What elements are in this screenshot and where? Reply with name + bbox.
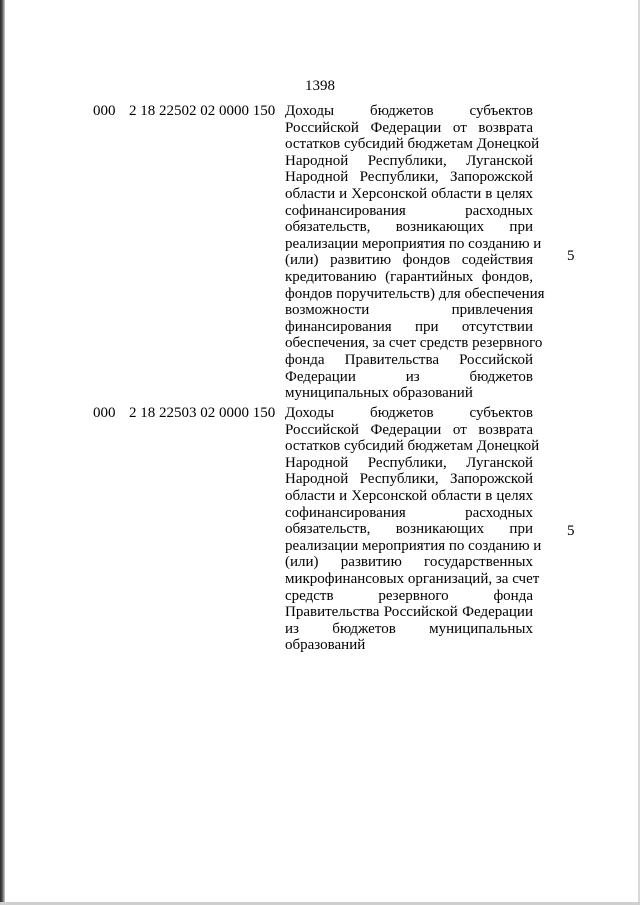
description-line: Федерации из бюджетов — [285, 368, 533, 385]
description-line: Российской Федерации от возврата — [285, 119, 533, 136]
admin-code: 000 — [93, 103, 116, 119]
description-line: остатков субсидий бюджетам Донецкой — [285, 438, 540, 455]
description-line: микрофинансовых организаций, за счет — [285, 570, 540, 587]
income-description — [285, 103, 545, 402]
description-line: Российской Федерации от возврата — [285, 421, 533, 438]
kbk-code: 2 18 22503 02 0000 150 — [129, 405, 276, 421]
description-line: средств резервного фонда — [285, 587, 533, 604]
description-line: софинансирования расходных — [285, 504, 533, 521]
description-line: обязательств, возникающих при — [285, 521, 533, 538]
description-line: реализации мероприятия по созданию и — [285, 235, 542, 252]
page-number: 1398 — [305, 78, 335, 94]
description-line: остатков субсидий бюджетам Донецкой — [285, 136, 540, 153]
description-line: кредитованию (гарантийных фондов, — [285, 268, 533, 285]
admin-code: 000 — [93, 405, 116, 421]
description-line: области и Херсонской области в целях — [285, 487, 533, 504]
description-line: Народной Республики, Луганской — [285, 152, 533, 169]
description-line: Доходы бюджетов субъектов — [285, 405, 533, 421]
norm-percent: 5 — [567, 523, 575, 539]
scan-edge-left — [0, 0, 5, 905]
description-line: реализации мероприятия по созданию и — [285, 537, 542, 554]
description-line: Доходы бюджетов субъектов — [285, 103, 533, 119]
description-line: области и Херсонской области в целях — [285, 185, 533, 202]
description-line: из бюджетов муниципальных — [285, 620, 533, 637]
description-line: возможности привлечения — [285, 302, 533, 319]
description-line: Народной Республики, Луганской — [285, 454, 533, 471]
norm-percent: 5 — [567, 248, 575, 264]
kbk-code: 2 18 22502 02 0000 150 — [129, 103, 276, 119]
description-line: фонда Правительства Российской — [285, 351, 533, 368]
description-line: финансирования при отсутствии — [285, 318, 533, 335]
description-line: Народной Республики, Запорожской — [285, 471, 533, 488]
description-line: Правительства Российской Федерации — [285, 604, 533, 621]
description-line: Народной Республики, Запорожской — [285, 169, 533, 186]
description-line: (или) развитию фондов содействия — [285, 252, 533, 269]
description-line: образований — [285, 637, 366, 654]
description-line: обязательств, возникающих при — [285, 219, 533, 236]
description-line: фондов поручительств) для обеспечения — [285, 285, 545, 302]
description-line: муниципальных образований — [285, 385, 473, 402]
description-line: (или) развитию государственных — [285, 554, 533, 571]
income-description — [285, 405, 542, 654]
description-line: софинансирования расходных — [285, 202, 533, 219]
description-line: обеспечения, за счет средств резервного — [285, 335, 543, 352]
